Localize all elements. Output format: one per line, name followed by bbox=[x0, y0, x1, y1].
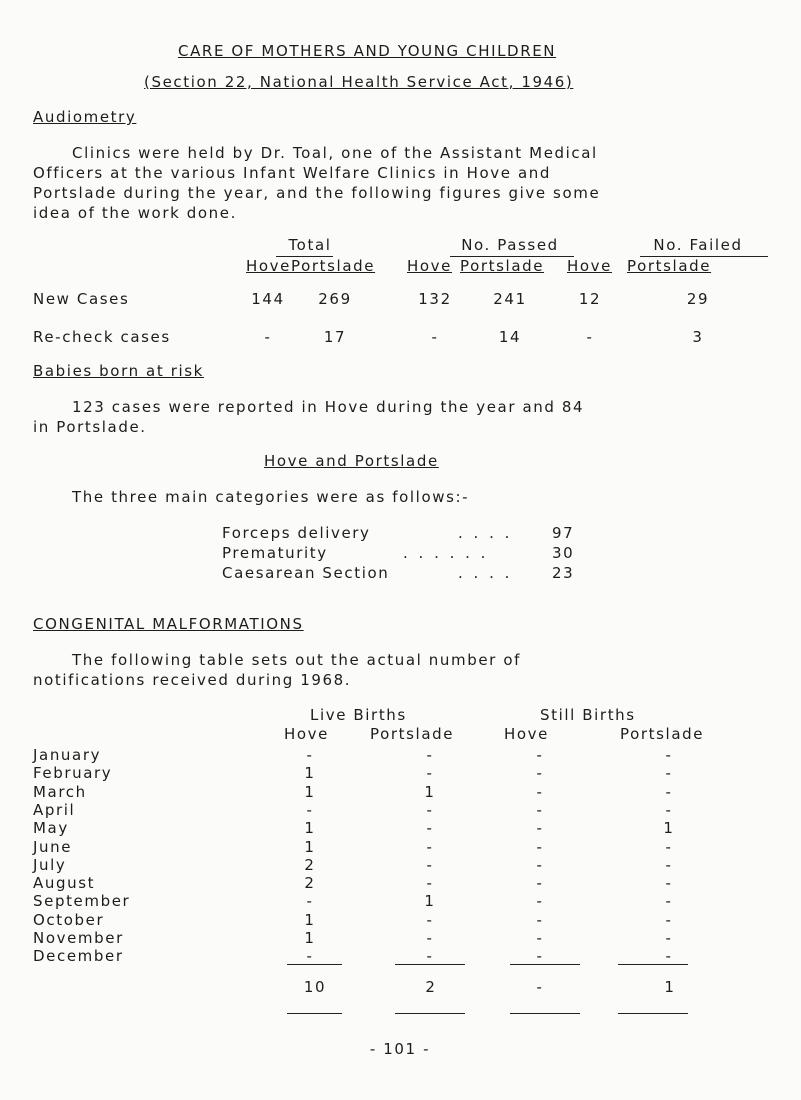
month-cell: - bbox=[426, 746, 434, 764]
month-cell: - bbox=[426, 874, 434, 893]
month-cell: - bbox=[306, 947, 314, 966]
sub-header: Portslade bbox=[620, 725, 705, 743]
table-cell: 144 bbox=[251, 290, 285, 308]
month-cell: 1 bbox=[304, 929, 316, 947]
babies-paragraph-line: in Portslade. bbox=[33, 418, 147, 436]
month-cell: - bbox=[536, 910, 544, 929]
congenital-paragraph-line: notifications received during 1968. bbox=[33, 671, 352, 689]
month-label: August bbox=[33, 874, 96, 893]
month-label: June bbox=[33, 837, 73, 856]
month-cell: - bbox=[306, 800, 314, 819]
page-number: - 101 - bbox=[369, 1040, 431, 1058]
month-cell: - bbox=[426, 910, 434, 929]
month-cell: - bbox=[536, 929, 544, 947]
month-cell: - bbox=[426, 764, 434, 783]
group-header-still-births: Still Births bbox=[540, 706, 636, 724]
month-cell: - bbox=[536, 819, 544, 838]
category-label: Forceps delivery bbox=[222, 524, 371, 542]
month-cell: 1 bbox=[663, 819, 675, 838]
group-header-live-births: Live Births bbox=[310, 706, 407, 724]
group-header-passed: No. Passed bbox=[461, 236, 559, 254]
month-cell: - bbox=[426, 929, 434, 947]
total-cell: - bbox=[536, 978, 544, 996]
month-cell: - bbox=[665, 764, 673, 783]
month-cell: - bbox=[665, 910, 673, 929]
total-cell: 10 bbox=[303, 978, 327, 996]
sub-header: Hove bbox=[567, 257, 612, 275]
row-label: New Cases bbox=[33, 290, 130, 308]
month-label: November bbox=[33, 929, 124, 947]
table-cell: - bbox=[431, 328, 439, 346]
month-cell: - bbox=[536, 947, 544, 966]
month-label: April bbox=[33, 800, 76, 819]
category-label: Prematurity bbox=[222, 544, 328, 562]
month-cell: - bbox=[665, 746, 673, 764]
table-cell: 269 bbox=[318, 290, 352, 308]
month-cell: - bbox=[665, 947, 673, 966]
month-cell: 1 bbox=[304, 764, 316, 783]
audiometry-heading: Audiometry bbox=[33, 108, 137, 126]
month-cell: - bbox=[536, 782, 544, 801]
sub-header: Portslade bbox=[627, 257, 712, 275]
sub-header: Portslade bbox=[370, 725, 455, 743]
month-label: December bbox=[33, 947, 124, 966]
month-label: May bbox=[33, 819, 69, 838]
month-cell: - bbox=[426, 855, 434, 874]
category-value: 23 bbox=[552, 564, 575, 582]
month-cell: - bbox=[665, 800, 673, 819]
month-cell: - bbox=[665, 892, 673, 911]
month-cell: - bbox=[665, 855, 673, 874]
category-value: 30 bbox=[552, 544, 575, 562]
month-cell: - bbox=[665, 874, 673, 893]
table-cell: 132 bbox=[418, 290, 452, 308]
group-header-total: Total bbox=[288, 236, 332, 254]
month-cell: - bbox=[665, 929, 673, 947]
audiometry-paragraph-line: Officers at the various Infant Welfare Clinics in Hove and bbox=[33, 164, 551, 182]
month-cell: - bbox=[306, 746, 314, 764]
sub-header: Hove bbox=[407, 257, 452, 275]
leader-dots: . . . . . . bbox=[403, 544, 489, 562]
audiometry-paragraph-line: idea of the work done. bbox=[33, 204, 237, 222]
category-value: 97 bbox=[552, 524, 575, 542]
table-cell: 241 bbox=[493, 290, 527, 308]
month-cell: 1 bbox=[304, 837, 316, 856]
page-subtitle: (Section 22, National Health Service Act, 1946) bbox=[144, 73, 574, 91]
month-label: February bbox=[33, 764, 113, 783]
month-cell: - bbox=[665, 782, 673, 801]
month-cell: - bbox=[536, 855, 544, 874]
month-label: January bbox=[33, 746, 102, 764]
month-cell: 1 bbox=[424, 892, 436, 911]
month-cell: 2 bbox=[304, 874, 316, 893]
month-cell: - bbox=[536, 837, 544, 856]
month-cell: 1 bbox=[304, 819, 316, 838]
page-title: CARE OF MOTHERS AND YOUNG CHILDREN bbox=[178, 42, 557, 60]
congenital-heading: CONGENITAL MALFORMATIONS bbox=[33, 615, 304, 633]
month-cell: 1 bbox=[424, 782, 436, 801]
month-cell: 1 bbox=[304, 910, 316, 929]
leader-dots: . . . . bbox=[458, 564, 513, 582]
month-label: March bbox=[33, 782, 87, 801]
audiometry-paragraph-line: Clinics were held by Dr. Toal, one of the Assistant Medical bbox=[72, 144, 598, 162]
month-cell: - bbox=[536, 746, 544, 764]
month-cell: - bbox=[306, 892, 314, 911]
month-cell: - bbox=[426, 800, 434, 819]
total-cell: 2 bbox=[425, 978, 437, 996]
babies-intro: The three main categories were as follows:- bbox=[72, 488, 470, 506]
leader-dots: . . . . bbox=[458, 524, 513, 542]
month-cell: 2 bbox=[304, 855, 316, 874]
table-cell: 14 bbox=[498, 328, 522, 346]
sub-header: Hove bbox=[504, 725, 549, 743]
month-cell: - bbox=[536, 764, 544, 783]
sub-header: Portslade bbox=[291, 257, 376, 275]
month-cell: - bbox=[426, 947, 434, 966]
sub-header: Portslade bbox=[460, 257, 545, 275]
total-cell: 1 bbox=[664, 978, 676, 996]
month-cell: - bbox=[426, 819, 434, 838]
month-cell: - bbox=[536, 874, 544, 893]
sub-header: Hove bbox=[284, 725, 329, 743]
table-cell: 17 bbox=[323, 328, 347, 346]
group-header-failed: No. Failed bbox=[653, 236, 743, 254]
table-cell: 29 bbox=[686, 290, 710, 308]
row-label: Re-check cases bbox=[33, 328, 171, 346]
month-label: September bbox=[33, 892, 131, 911]
month-cell: - bbox=[536, 892, 544, 911]
month-cell: 1 bbox=[304, 782, 316, 801]
congenital-paragraph-line: The following table sets out the actual number of bbox=[72, 651, 521, 669]
table-cell: - bbox=[264, 328, 272, 346]
sub-header: Hove bbox=[246, 257, 291, 275]
month-cell: - bbox=[665, 837, 673, 856]
table-cell: 3 bbox=[692, 328, 704, 346]
month-cell: - bbox=[536, 800, 544, 819]
month-cell: - bbox=[426, 837, 434, 856]
table-cell: 12 bbox=[578, 290, 602, 308]
category-label: Caesarean Section bbox=[222, 564, 390, 582]
audiometry-paragraph-line: Portslade during the year, and the following figures give some bbox=[33, 184, 601, 202]
table-cell: - bbox=[586, 328, 594, 346]
babies-paragraph-line: 123 cases were reported in Hove during the year and 84 bbox=[72, 398, 585, 416]
month-label: October bbox=[33, 910, 105, 929]
babies-heading: Babies born at risk bbox=[33, 362, 204, 380]
month-label: July bbox=[33, 855, 67, 874]
babies-subheading: Hove and Portslade bbox=[264, 452, 439, 470]
